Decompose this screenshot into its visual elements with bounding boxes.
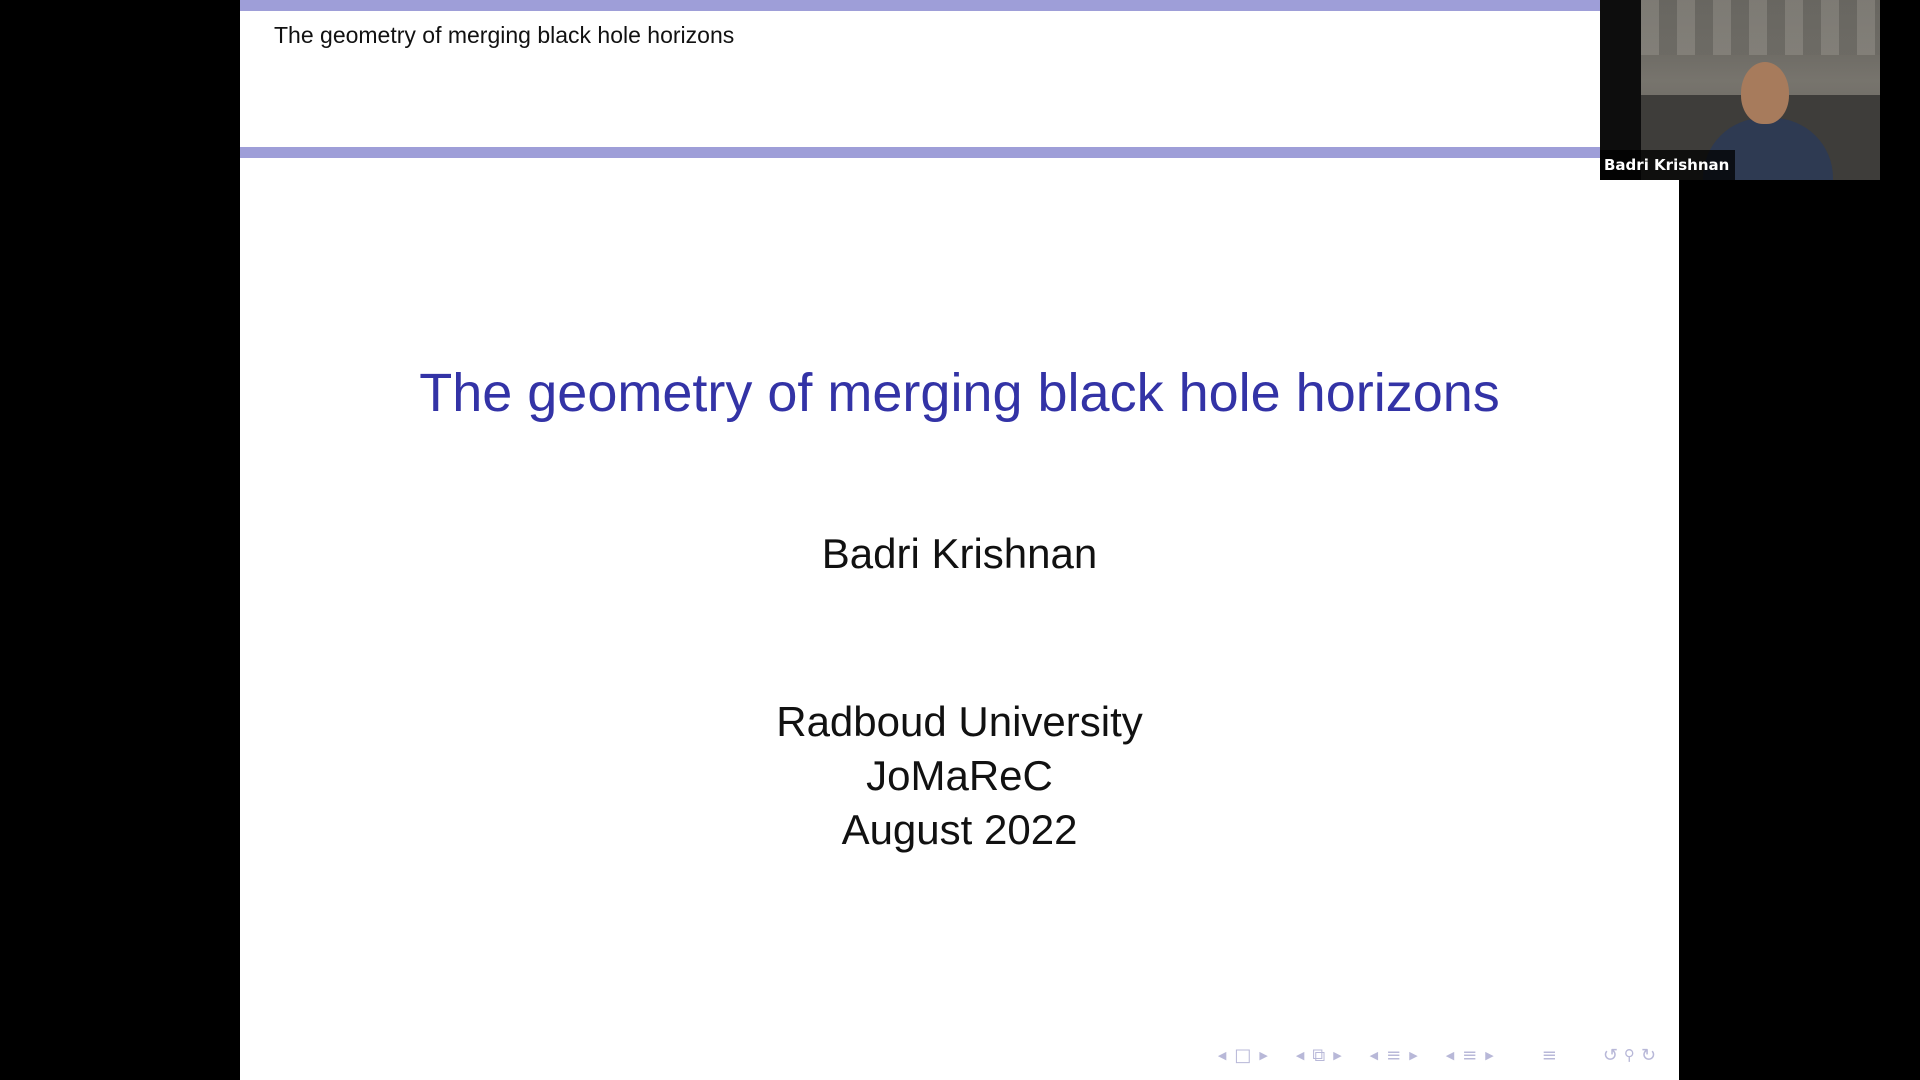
slide-top-bar — [240, 0, 1679, 11]
participant-video-tile[interactable] — [1600, 0, 1880, 180]
affiliation-line: Radboud University — [776, 698, 1143, 745]
next-arrow-icon[interactable]: ▶ — [1485, 1048, 1494, 1062]
prev-arrow-icon[interactable]: ◀ — [1217, 1048, 1227, 1062]
prev-arrow-icon[interactable]: ◀ — [1369, 1048, 1379, 1062]
presentation-icon[interactable]: ≡ — [1462, 1044, 1478, 1066]
participant-head — [1741, 62, 1789, 124]
presentation-nav — [1441, 1045, 1499, 1066]
frame-nav — [1213, 1045, 1273, 1066]
video-background-ceiling — [1641, 0, 1880, 55]
search-icon[interactable]: ⚲ — [1623, 1046, 1635, 1064]
search-nav — [1600, 1045, 1659, 1066]
participant-name-tag: Badri Krishnan — [1600, 150, 1735, 180]
beamer-navigation-bar — [1195, 1042, 1659, 1068]
appendix-icon[interactable]: ≡ — [1541, 1044, 1557, 1066]
slide-title: The geometry of merging black hole horizons — [419, 363, 1500, 423]
subsection-nav — [1291, 1045, 1347, 1066]
next-arrow-icon[interactable]: ▶ — [1409, 1048, 1418, 1062]
slide-header-title: The geometry of merging black hole horizons — [274, 22, 735, 48]
next-arrow-icon[interactable]: ▶ — [1333, 1048, 1342, 1062]
forward-icon[interactable]: ↻ — [1640, 1044, 1656, 1066]
prev-arrow-icon[interactable]: ◀ — [1295, 1048, 1305, 1062]
section-nav — [1365, 1045, 1423, 1066]
affiliation-line: August 2022 — [841, 806, 1078, 853]
next-arrow-icon[interactable]: ▶ — [1259, 1048, 1268, 1062]
subsection-icon[interactable]: ⧉ — [1312, 1044, 1326, 1066]
slide-header-rule — [240, 147, 1679, 158]
slide-affiliation — [240, 695, 1679, 857]
appendix-nav — [1539, 1045, 1560, 1066]
frame-icon[interactable]: □ — [1234, 1044, 1252, 1066]
back-icon[interactable]: ↺ — [1602, 1044, 1618, 1066]
slide-author: Badri Krishnan — [821, 530, 1098, 577]
presentation-slide — [240, 0, 1679, 1080]
prev-arrow-icon[interactable]: ◀ — [1445, 1048, 1455, 1062]
affiliation-line: JoMaReC — [866, 752, 1053, 799]
section-icon[interactable]: ≡ — [1386, 1044, 1402, 1066]
